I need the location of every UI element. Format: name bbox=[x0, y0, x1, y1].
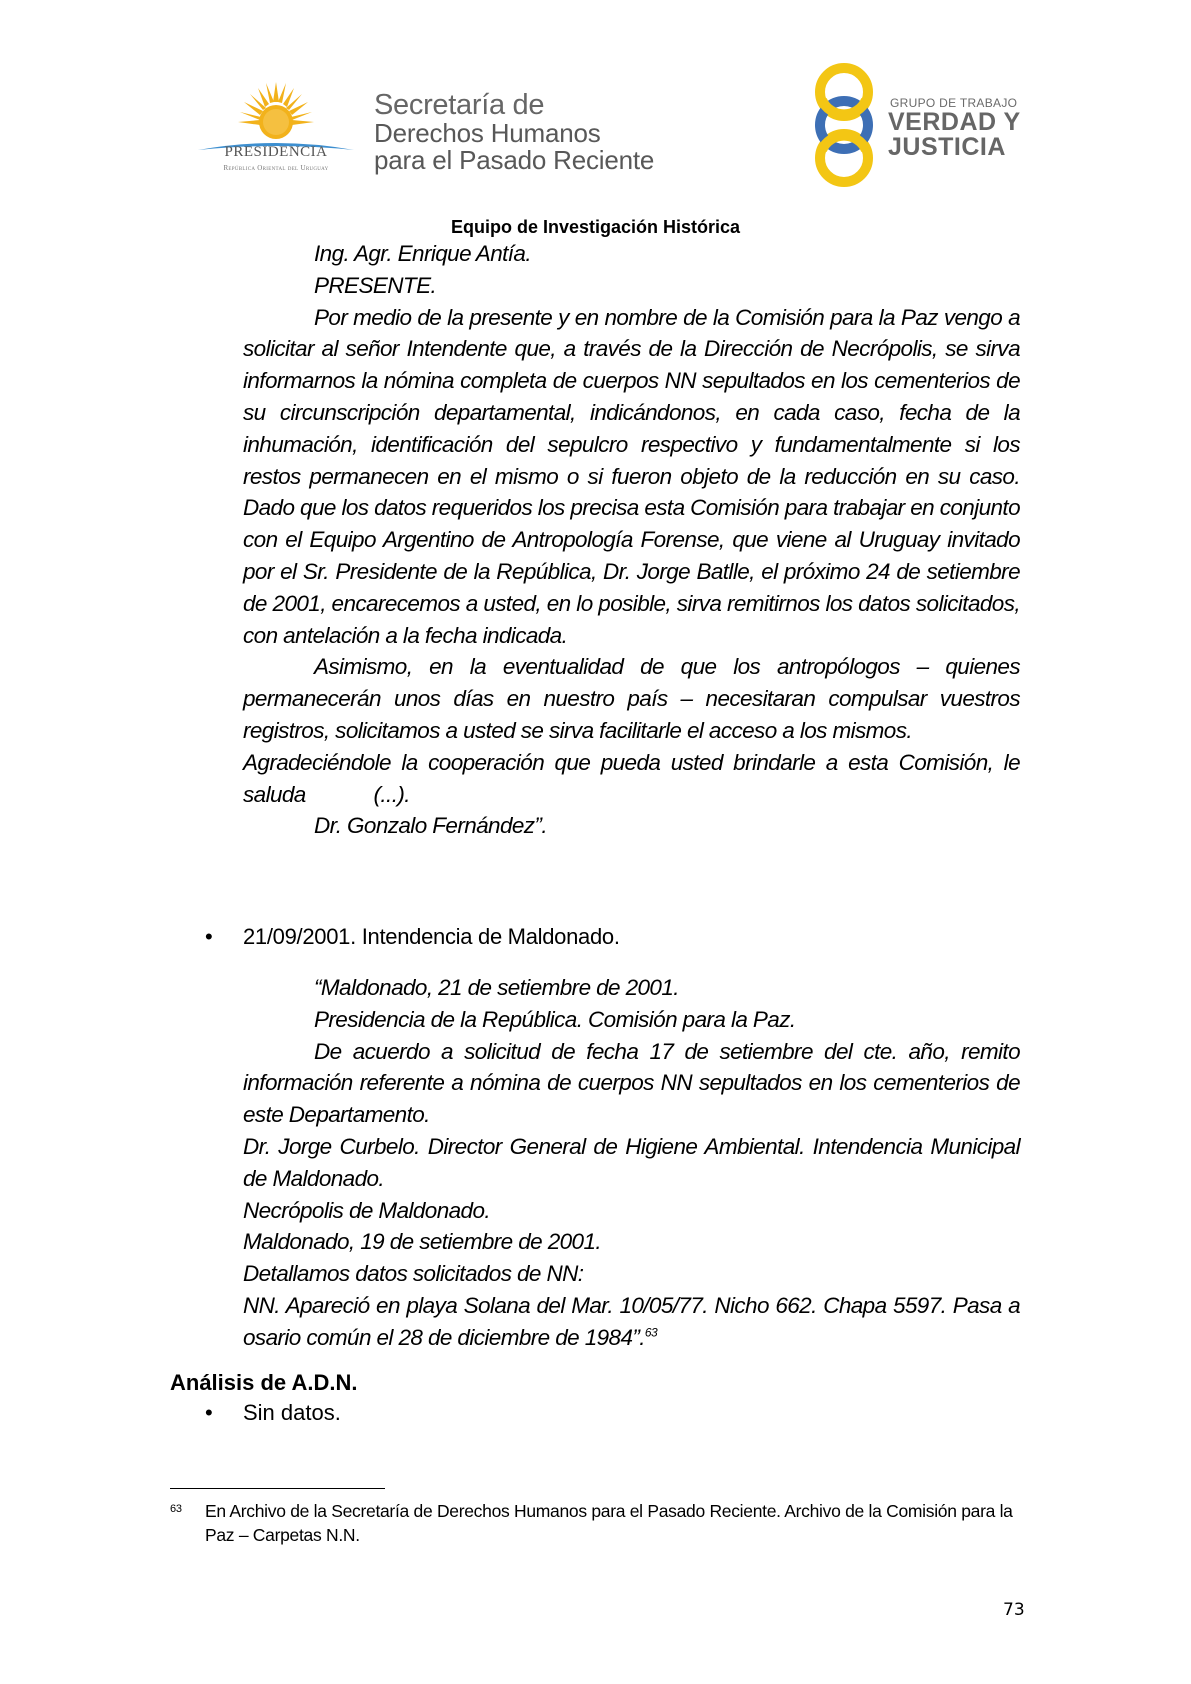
letter-presente: PRESENTE. bbox=[314, 272, 437, 298]
secretaria-line3: para el Pasado Reciente bbox=[374, 145, 655, 175]
letter-2 bbox=[243, 972, 1020, 1354]
footnote-number: 63 bbox=[170, 1503, 182, 1515]
presidencia-logo bbox=[196, 80, 356, 180]
letter2-date: Maldonado, 19 de setiembre de 2001. bbox=[243, 1229, 602, 1255]
vyj-line1: GRUPO DE TRABAJO bbox=[890, 96, 1018, 110]
adn-heading: Análisis de A.D.N. bbox=[170, 1370, 358, 1395]
sun-emblem-icon bbox=[236, 80, 316, 142]
letter2-detail-intro: Detallamos datos solicitados de NN: bbox=[243, 1261, 584, 1287]
presidencia-title: PRESIDENCIA bbox=[224, 144, 328, 160]
letter2-sender: Dr. Jorge Curbelo. Director General de Higiene Ambiental. Intendencia Municipal de Maldonado. bbox=[243, 1133, 1020, 1191]
letter-paragraph-1: Por medio de la presente y en nombre de la Comisión para la Paz vengo a solicitar al señor Intendente que, a través de la Dirección de Necrópolis, se sirva informarnos la nómina completa de cuerpos NN sepultados en los cementerios de su circunscripción departamental, indicándonos, en cada caso, fecha de la inhumación, identificación del sepulcro respectivo y fundamentalmente si los restos permanecen en el mismo o si fueron objeto de la reducción en su caso. Dado que los datos requeridos los precisa esta Comisión para trabajar en conjunto con el Equipo Argentino de Antropología Forense, que viene al Uruguay invitado por el Sr. Presidente de la República, Dr. Jorge Batlle, el próximo 24 de setiembre de 2001, encarecemos a usted, en lo posible, sirva remitirnos los datos solicitados, con antelación a la fecha indicada. bbox=[243, 304, 1020, 648]
verdad-justicia-logo bbox=[808, 60, 1038, 190]
footnote-separator bbox=[170, 1488, 385, 1489]
entry-heading-text: 21/09/2001. Intendencia de Maldonado. bbox=[243, 924, 620, 949]
section-title: Equipo de Investigación Histórica bbox=[450, 217, 741, 237]
adn-item-text: Sin datos. bbox=[243, 1400, 341, 1425]
presidencia-subtitle: República Oriental del Uruguay bbox=[223, 164, 329, 172]
secretaria-logo-text bbox=[374, 90, 654, 174]
vyj-line2: VERDAD Y bbox=[888, 108, 1021, 136]
bullet-icon: • bbox=[205, 924, 213, 949]
letter-signature: Dr. Gonzalo Fernández”. bbox=[314, 813, 547, 839]
letter2-necropolis: Necrópolis de Maldonado. bbox=[243, 1197, 491, 1223]
secretaria-line1: Secretaría de bbox=[374, 89, 545, 121]
letter2-detail-text: NN. Apareció en playa Solana del Mar. 10/05/77. Nicho 662. Chapa 5597. Pasa a osario común el 28 de diciembre de 1984”. bbox=[243, 1292, 1020, 1350]
footnote-reference[interactable]: 63 bbox=[644, 1325, 658, 1340]
footnote-text: En Archivo de la Secretaría de Derechos Humanos para el Pasado Reciente. Archivo de la Comisión para la Paz – Carpetas N.N. bbox=[205, 1501, 1013, 1545]
bullet-icon: • bbox=[205, 1400, 213, 1425]
linked-rings-icon bbox=[808, 60, 880, 190]
letter2-detail bbox=[243, 1290, 1020, 1354]
vyj-line3: JUSTICIA bbox=[888, 133, 1006, 161]
letter2-paragraph: De acuerdo a solicitud de fecha 17 de setiembre del cte. año, remito información referente a nómina de cuerpos NN sepultados en los cementerios de este Departamento. bbox=[243, 1038, 1020, 1128]
letter-addressee: Ing. Agr. Enrique Antía. bbox=[314, 241, 531, 266]
adn-list-item bbox=[205, 1400, 341, 1426]
letter-1 bbox=[243, 238, 1026, 842]
page-number: 73 bbox=[1003, 1600, 1025, 1620]
entry-heading bbox=[205, 924, 620, 950]
letter2-place-date: “Maldonado, 21 de setiembre de 2001. bbox=[314, 975, 679, 1000]
letter-closing: Agradeciéndole la cooperación que pueda usted brindarle a esta Comisión, le saluda (...). bbox=[243, 749, 1026, 807]
letter2-recipient: Presidencia de la República. Comisión para la Paz. bbox=[314, 1006, 796, 1032]
secretaria-line2: Derechos Humanos bbox=[374, 118, 601, 148]
letter-paragraph-2: Asimismo, en la eventualidad de que los antropólogos – quienes permanecerán unos días en nuestro país – necesitaran compulsar vuestros registros, solicitamos a usted se sirva facilitarle el acceso a los mismos. bbox=[243, 654, 1020, 743]
